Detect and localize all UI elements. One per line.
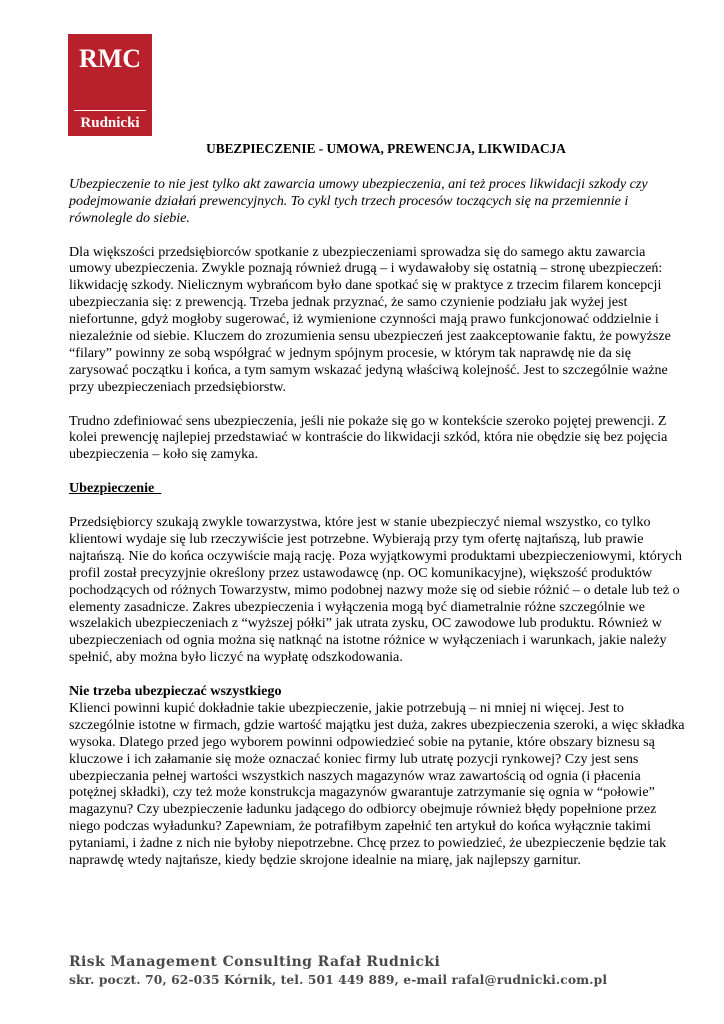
document-body: [69, 141, 691, 886]
section-heading-ubezpieczenie: [69, 480, 691, 497]
paragraph-4: Klienci powinni kupić dokładnie takie ubezpieczenie, jakie potrzebują – ni mniej ni więcej. Jest to szczególnie istotne w firmach, gdzie wartość majątku jest duża, zakres ubezpieczenia szeroki, a więc składka wysoka. Dlatego przed jego wyborem powinni odpowiedzieć sobie na pytanie, które obszary biznesu są kluczowe i ich załamanie się może oznaczać koniec firmy lub utratę pozycji rynkowej? Czy jest sens ubezpieczania pełnej wartości wszystkich naszych magazynów wraz zawartością od ognia (i płacenia potężnej składki), czy też może konstrukcja magazynów gwarantuje zatrzymanie się ognia w “połowie” magazynu? Czy ubezpieczenie ładunku jadącego do odbiorcy obejmuje również błędy popełnione przez niego podczas wyładunku? Zapewniam, że potrafiłbym zapełnić ten artykuł do końca wyłącznie takimi pytaniami, i żadne z nich nie byłoby niepotrzebne. Chcę przez to powiedzieć, że ubezpieczenie będzie tak naprawdę wtedy najtańsze, kiedy będzie skrojone idealnie na miarę, jak najlepszy garnitur.: [69, 699, 685, 869]
company-logo: [68, 34, 152, 136]
paragraph-2: Trudno zdefiniować sens ubezpieczenia, jeśli nie pokaże się go w kontekście szeroko pojętej prewencji. Z kolei prewencję najlepiej przedstawiać w kontraście do likwidacji szkód, która nie obędzie się bez pojęcia ubezpieczenia – koło się zamyka.: [69, 412, 668, 463]
logo-text-rudnicki: Rudnicki: [80, 115, 140, 131]
page-footer: [69, 953, 709, 989]
paragraph-1: Dla większości przedsiębiorców spotkanie z ubezpieczeniami sprowadza się do samego aktu zawarcia umowy ubezpieczenia. Zwykle poznają również drugą – i wydawałoby się ostatnią – stronę ubezpieczeń: likwidację szkody. Nielicznym wybrańcom było dane spotkać się w praktyce z trzecim filarem koncepcji ubezpieczania się: z prewencją. Trzeba jednak przyznać, że samo czynienie podziału jak wyżej jest niefortunne, gdyż mogłoby sugerować, iż wymienione czynności mają prawo funkcjonować oddzielnie i niezależnie od siebie. Kluczem do zrozumienia sensu ubezpieczeń jest zaakceptowanie faktu, że powyższe “filary” powinny ze sobą współgrać w jednym spójnym procesie, w którym tak naprawdę nie da się zarysować początku i końca, a tym samym wskazać jedyną właściwą kolejność. Jest to szczególnie ważne przy ubezpieczeniach przedsiębiorstw.: [69, 243, 671, 395]
logo-text-rmc: RMC: [78, 44, 142, 73]
paragraph-3: Przedsiębiorcy szukają zwykle towarzystwa, które jest w stanie ubezpieczyć niemal wszystko, co tylko klientowi wydaje się lub rzeczywiście jest potrzebne. Wybierają przy tym ofertę najtańszą, lub prawie najtańszą. Nie do końca oczywiście mają rację. Poza wyjątkowymi produktami ubezpieczeniowymi, których profil został precyzyjnie określony przez ustawodawcę (np. OC komunikacyjne), większość produktów pochodzących od różnych Towarzystw, mimo podobnej nazwy może się od siebie różnić – o detale lub też o elementy zasadnicze. Zakres ubezpieczenia i wyłączenia mogą być diametralnie różne szczególnie we wszelakich ubezpieczeniach z “wyższej półki” jak utrata zysku, OC zawodowe lub produktu. Również w ubezpieczeniach od ognia można się natknąć na istotne różnice w wyłączeniach i warunkach, jakie należy spełnić, aby można było liczyć na wypłatę odszkodowania.: [69, 513, 682, 666]
logo-divider: [74, 110, 146, 111]
section-heading-nie-trzeba: Nie trzeba ubezpieczać wszystkiego: [69, 683, 282, 700]
footer-company: Risk Management Consulting Rafał Rudnicki: [69, 954, 441, 970]
footer-contact: skr. poczt. 70, 62-035 Kórnik, tel. 501 449 889, e-mail rafal@rudnicki.com.pl: [69, 972, 608, 987]
intro-paragraph: Ubezpieczenie to nie jest tylko akt zawarcia umowy ubezpieczenia, ani też proces likwidacji szkody czy podejmowanie działań prewencyjnych. To cykl tych trzech procesów toczących się na przemiennie i równolegle do siebie.: [69, 175, 648, 226]
document-title: UBEZPIECZENIE - UMOWA, PREWENCJA, LIKWIDACJA: [206, 141, 566, 156]
section-heading-text: Ubezpieczenie: [69, 480, 155, 497]
